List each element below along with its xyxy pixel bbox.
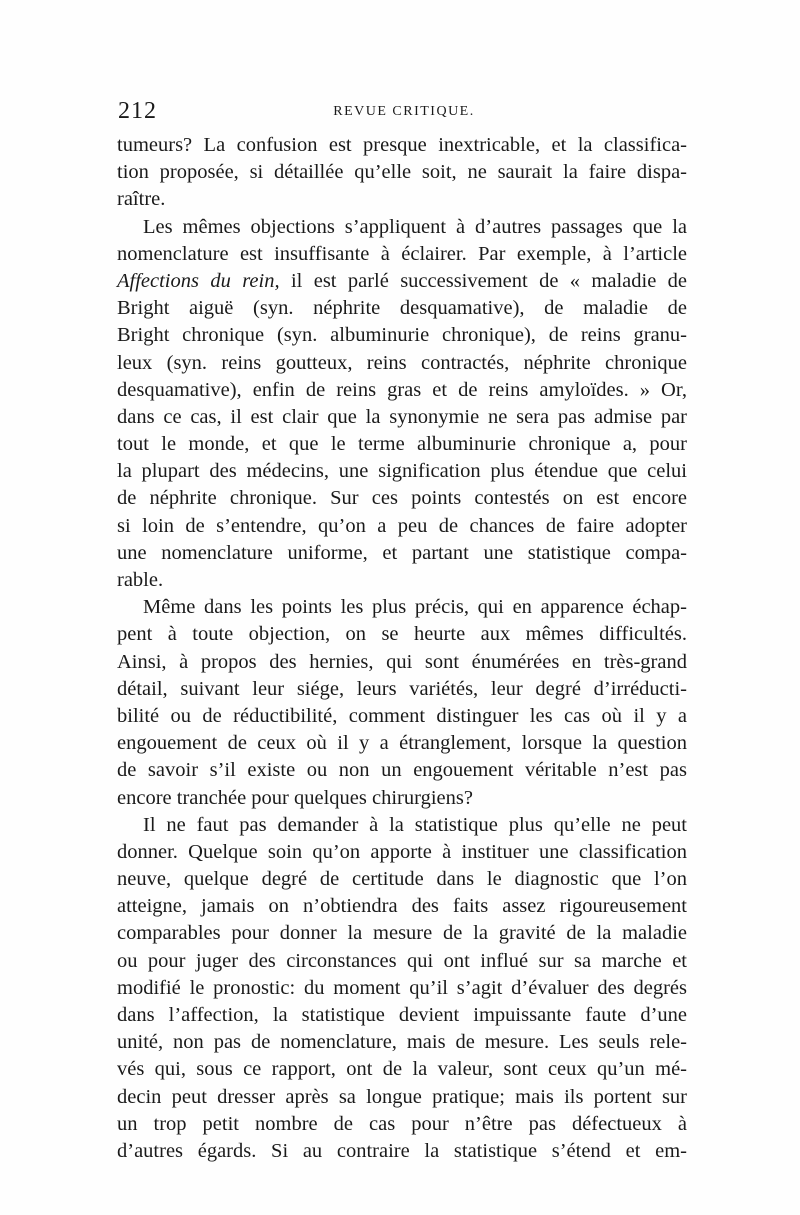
text-line: engouement de ceux où il y a étranglement, lorsque la question (117, 732, 687, 755)
page-number: 212 (118, 98, 157, 124)
text-line: pent à toute objection, on se heurte aux mêmes difficultés. (117, 623, 687, 646)
text-line: une nomenclature uniforme, et partant une statistique compa- (117, 541, 687, 564)
text-line: Les mêmes objections s’appliquent à d’autres passages que la (143, 215, 687, 238)
text-line: dans ce cas, il est clair que la synonymie ne sera pas admise par (117, 405, 687, 428)
text-line: détail, suivant leur siége, leurs variétés, leur degré d’irréducti- (117, 677, 687, 700)
text-line: de néphrite chronique. Sur ces points contestés on est encore (117, 487, 687, 510)
text-line: raître. (117, 188, 166, 211)
text-line: d’autres égards. Si au contraire la statistique s’étend et em- (117, 1139, 687, 1162)
text-line: Bright chronique (syn. albuminurie chronique), de reins granu- (117, 324, 687, 347)
text-line: un trop petit nombre de cas pour n’être pas défectueux à (117, 1112, 687, 1135)
text-line: atteigne, jamais on n’obtiendra des faits assez rigoureusement (117, 895, 687, 918)
text-line: desquamative), enfin de reins gras et de reins amyloïdes. » Or, (117, 378, 687, 401)
text-line: ou pour juger des circonstances qui ont influé sur sa marche et (117, 949, 687, 972)
text-line: modifié le pronostic: du moment qu’il s’agit d’évaluer des degrés (117, 976, 687, 999)
text-line: decin peut dresser après sa longue pratique; mais ils portent sur (117, 1085, 687, 1108)
text-line: unité, non pas de nomenclature, mais de mesure. Les seuls rele- (117, 1031, 687, 1054)
text-line: dans l’affection, la statistique devient impuissante faute d’une (117, 1004, 687, 1026)
text-line: tumeurs? La confusion est presque inextricable, et la classifica- (117, 134, 687, 156)
text-fragment: il est parlé successivement de « maladie de (279, 269, 688, 292)
text-line: Bright aiguë (syn. néphrite desquamative), de maladie de (117, 297, 687, 320)
text-line: neuve, quelque degré de certitude dans le diagnostic que l’on (117, 868, 687, 891)
text-line: comparables pour donner la mesure de la gravité de la maladie (117, 922, 687, 945)
text-line: tout le monde, et que le terme albuminurie chronique a, pour (117, 433, 687, 456)
text-line: donner. Quelque soin qu’on apporte à instituer une classification (117, 840, 687, 863)
text-line (117, 268, 687, 295)
text-line: Même dans les points les plus précis, qui en apparence échap- (143, 596, 687, 619)
body-text (117, 132, 687, 1165)
text-line: tion proposée, si détaillée qu’elle soit, ne saurait la faire dispa- (117, 161, 687, 184)
text-line: la plupart des médecins, une signification plus étendue que celui (117, 460, 687, 483)
text-line: encore tranchée pour quelques chirurgiens? (117, 786, 473, 809)
text-line: leux (syn. reins goutteux, reins contractés, néphrite chronique (117, 351, 687, 374)
text-line: vés qui, sous ce rapport, ont de la valeur, sont ceux qu’un mé- (117, 1058, 687, 1081)
running-title: REVUE CRITIQUE. (333, 104, 475, 119)
text-line: bilité ou de réductibilité, comment distinguer les cas où il y a (117, 704, 687, 727)
running-head (118, 96, 690, 126)
text-line: Ainsi, à propos des hernies, qui sont énumérées en très-grand (117, 650, 687, 673)
text-line: nomenclature est insuffisante à éclairer. Par exemple, à l’article (117, 242, 687, 265)
text-line: de savoir s’il existe ou non un engouement véritable n’est pas (117, 759, 687, 782)
text-line: rable. (117, 569, 164, 591)
italic-term: Affections du rein, (117, 269, 280, 292)
text-line: si loin de s’entendre, qu’on a peu de chances de faire adopter (117, 514, 687, 537)
text-line: Il ne faut pas demander à la statistique plus qu’elle ne peut (143, 813, 687, 836)
